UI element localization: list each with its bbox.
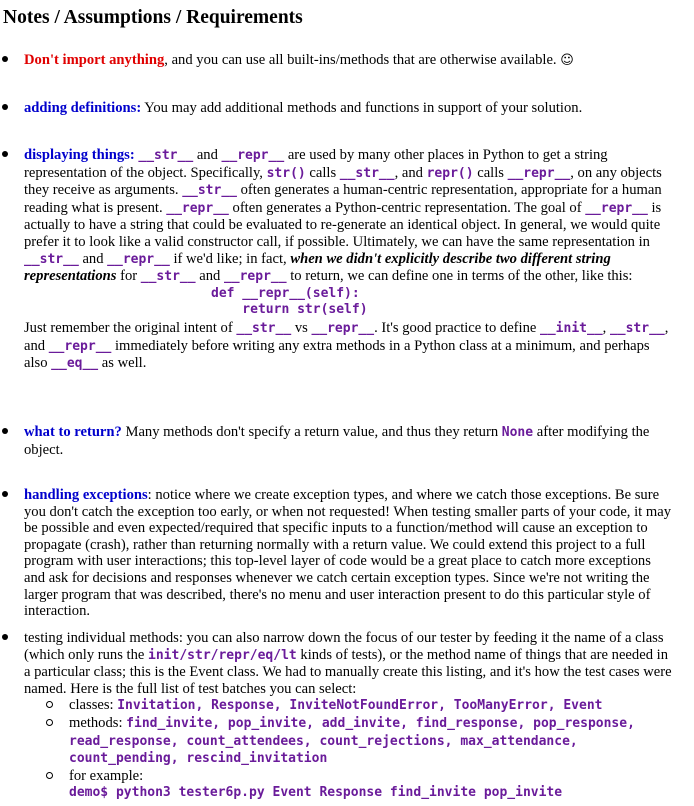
methods-list: find_invite, pop_invite, add_invite, find_response, pop_response, read_response, count_attendees, count_rejections, max_attendance, count_pending, rescind_invitation [69,715,635,767]
bullet-icon [2,491,8,497]
display-lead: displaying things: [24,147,135,163]
code-repr: __repr__ [221,148,285,163]
code-test-kinds: init/str/repr/eq/lt [148,647,297,663]
sub-item-example [24,768,672,802]
page-title: Notes / Assumptions / Requirements [3,7,303,28]
display-text: calls [305,164,340,181]
display-text: , [602,319,610,336]
methods-label: methods: [69,714,127,731]
code-repr: __repr__ [166,200,229,216]
note-testing-methods [24,630,672,802]
display-text: and [195,268,224,285]
code-str: __str__ [609,320,665,336]
bullet-icon [2,56,8,62]
code-eq: __eq__ [51,356,99,372]
smiley-icon: ☺ [560,53,574,68]
repr-code-block: def __repr__(self): return str(self) [211,285,368,318]
note-no-import [24,52,672,70]
display-text: , and [24,319,669,354]
display-text: for [116,268,141,285]
display-text: vs [291,319,312,336]
code-repr: __repr__ [311,320,375,336]
display-text: , on any objects they receive as arguments. [24,164,662,199]
return-body: after modifying the object. [24,424,650,458]
code-str: __str__ [140,269,196,285]
circle-bullet-icon [46,719,53,726]
note-handling-exceptions [24,487,672,620]
code-str: __str__ [339,165,395,181]
note-defs-text [24,100,672,117]
code-repr: __repr__ [507,165,571,181]
note-no-import-text [24,52,672,70]
display-text: is actually to have a string that could be evaluated to re-generate an identical object. In general, we would quite prefer it to look like a valid constructor call, if possible. Ultimately, we can have the same representation in [24,199,662,250]
code-str-call: str() [266,165,306,181]
exceptions-text [24,487,672,620]
code-repr-call: repr() [426,165,474,181]
example-command: demo$ python3 tester6p.py Event Response find_invite pop_invite [69,785,563,801]
bullet-icon [2,151,8,157]
display-paragraph-1 [24,147,672,286]
bullet-icon [2,634,8,640]
return-lead: what to return? [24,424,122,440]
no-import-body: , and you can use all built-ins/methods that are otherwise available. [164,52,557,68]
display-emphasis: when we didn't explicitly describe two different string representations [24,250,611,285]
defs-lead: adding definitions: [24,100,142,116]
code-str: __str__ [24,251,79,267]
sub-item-classes [24,697,672,715]
bullet-icon [2,428,8,434]
display-text: Just remember the original intent of [24,319,237,336]
note-adding-definitions [24,100,672,117]
display-text: often generates a Python-centric representation. The goal of [228,199,586,216]
note-displaying-things [24,147,672,373]
code-str: __str__ [138,148,194,163]
display-text: , and [394,164,427,181]
testing-body: testing individual methods: you can also narrow down the focus of our tester by feeding it the name of a class (which only runs the [24,630,664,663]
code-repr: __repr__ [107,251,170,267]
display-text: if we'd like; in fact, [169,250,291,267]
note-what-to-return [24,424,672,458]
display-text: immediately before writing any extra methods in a Python class at a minimum, and perhaps also [24,337,650,372]
return-text [24,424,672,458]
testing-text [24,630,672,697]
circle-bullet-icon [46,772,53,779]
code-repr: __repr__ [48,338,112,354]
display-text: are used by many other places in Python to get a string representation of the object. Specifically, [24,147,608,181]
display-text: . It's good practice to define [374,319,541,336]
code-init: __init__ [540,320,603,336]
no-import-lead: Don't import anything [24,52,165,68]
display-text: and [193,147,222,163]
code-repr: __repr__ [585,200,648,216]
code-repr: __repr__ [223,269,287,285]
circle-bullet-icon [46,701,53,708]
display-text: calls [473,164,508,181]
display-text: as well. [98,355,147,372]
bullet-icon [2,104,8,110]
display-text: often generates a human-centric representation, appropriate for a human reading what is present. [24,182,662,216]
display-text: and [78,250,108,267]
display-text: to return, we can define one in terms of the other, like this: [286,268,633,285]
classes-label: classes: [69,697,118,714]
example-label: for example: [69,767,144,784]
classes-list: Invitation, Response, InviteNotFoundError, TooManyError, Event [117,698,603,714]
sub-item-methods [24,715,672,768]
code-str: __str__ [236,320,292,336]
return-body: Many methods don't specify a return value, and thus they return [121,424,502,440]
display-paragraph-2 [24,320,672,373]
defs-body: You may add additional methods and functions in support of your solution. [141,100,583,116]
exceptions-lead: handling exceptions [24,487,148,503]
code-none: None [501,425,534,440]
code-str: __str__ [182,183,237,199]
testing-body: kinds of tests), or the method name of things that are needed in a particular class; this is the Event class. We had to manually create this listing, and it's how the test cases were named. Here is the full list of test batches you can select: [24,646,672,697]
exceptions-body: : notice where we create exception types, and where we catch those exceptions. Be sure you don't catch the exception too early, or when not requested! When testing smaller parts of your code, it may be possible and even expected/required that specific inputs to a function/method will cause an exception to propagate (crash), rather than returning normally with a return value. We could extend this project to a full program with user interactions; this top-level layer of code would be a great place to catch more exceptions and ask for decisions and responses whenever we catch certain exception types. Since we're not writing the larger program that was described, there's no menu and user interaction present to do this particular style of interaction. [24,487,671,620]
